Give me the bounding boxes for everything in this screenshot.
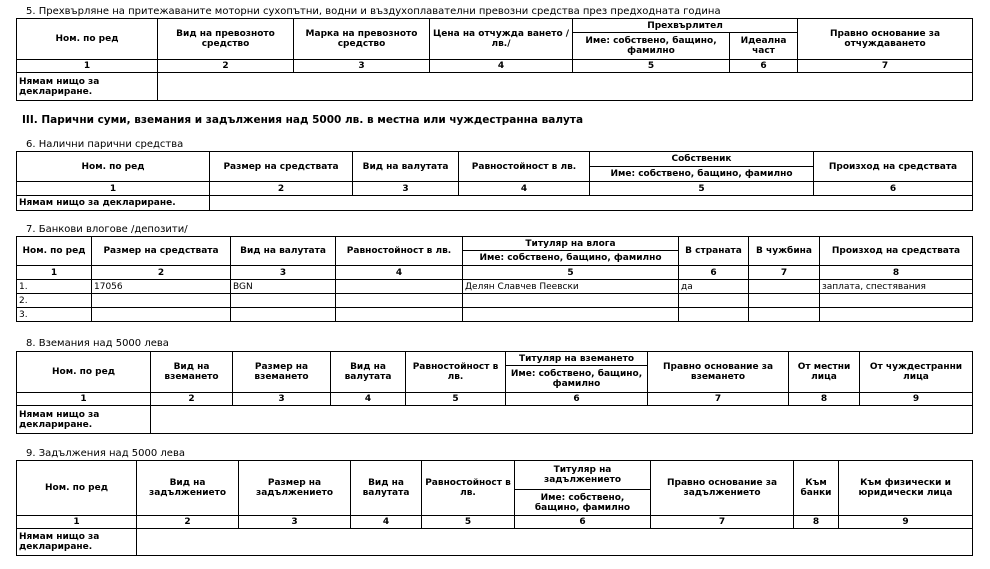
header-cell: Ном. по ред (17, 352, 151, 393)
header-cell: Размер на задължението (239, 461, 351, 516)
header-cell: Вид на валутата (353, 152, 459, 182)
column-number: 1 (17, 516, 137, 529)
section-6-heading: 6. Налични парични средства (26, 139, 184, 150)
header-cell: Име: собствено, бащино, фамилно (463, 251, 679, 266)
header-cell: Ном. по ред (17, 19, 158, 60)
column-number: 5 (590, 182, 814, 196)
column-number: 5 (422, 516, 515, 529)
column-number: 1 (17, 393, 151, 406)
header-cell: Вид на валутата (351, 461, 422, 516)
header-cell: Име: собствено, бащино, фамилно (573, 33, 730, 60)
column-number: 6 (730, 60, 798, 73)
domestic-cell (679, 294, 749, 308)
section-5-heading: 5. Прехвърляне на притежаваните моторни сухопътни, водни и въздухоплавателни превозни средства през предходната година (26, 6, 721, 17)
origin-cell (820, 308, 973, 322)
column-number: 3 (353, 182, 459, 196)
header-cell: Вид на вземането (151, 352, 233, 393)
column-number: 2 (92, 266, 231, 280)
section-7-heading: 7. Банкови влогове /депозити/ (26, 224, 188, 235)
column-number: 4 (351, 516, 422, 529)
column-number: 4 (331, 393, 406, 406)
column-number: 5 (406, 393, 506, 406)
header-cell: Правно основание за вземането (648, 352, 789, 393)
equivalent-cell (336, 294, 463, 308)
header-cell: В чужбина (749, 237, 820, 266)
domestic-cell (679, 308, 749, 322)
row-number: 2. (17, 294, 92, 308)
empty-cell (158, 73, 973, 101)
header-cell: Ном. по ред (17, 152, 210, 182)
column-number: 1 (17, 266, 92, 280)
header-cell: Правно основание за задължението (651, 461, 794, 516)
section-7-table (16, 236, 973, 322)
abroad-cell (749, 308, 820, 322)
no-data-cell: Нямам нищо за деклариране. (17, 73, 158, 101)
header-cell: Правно основание за отчуждаването (798, 19, 973, 60)
column-number: 3 (239, 516, 351, 529)
currency-cell (231, 294, 336, 308)
header-cell: Размер на вземането (233, 352, 331, 393)
section-3-title: III. Парични суми, вземания и задължения над 5000 лв. в местна или чуждестранна валута (22, 114, 584, 126)
header-cell: Идеална част (730, 33, 798, 60)
column-number: 7 (648, 393, 789, 406)
header-cell: Равностойност в лв. (459, 152, 590, 182)
row-number: 1. (17, 280, 92, 294)
column-number: 6 (506, 393, 648, 406)
header-cell: Вид на валутата (331, 352, 406, 393)
column-number: 2 (158, 60, 294, 73)
header-cell: Размер на средствата (210, 152, 353, 182)
empty-cell (151, 406, 973, 434)
no-data-cell: Нямам нищо за деклариране. (17, 529, 137, 556)
empty-cell (210, 196, 973, 211)
column-number: 9 (860, 393, 973, 406)
abroad-cell (749, 280, 820, 294)
holder-cell (463, 308, 679, 322)
header-cell: Равностойност в лв. (406, 352, 506, 393)
amount-cell (92, 308, 231, 322)
column-number: 8 (789, 393, 860, 406)
header-cell: Цена на отчужда ването /лв./ (430, 19, 573, 60)
section-6-table (16, 151, 973, 211)
no-data-cell: Нямам нищо за деклариране. (17, 406, 151, 434)
currency-cell (231, 308, 336, 322)
section-9-heading: 9. Задължения над 5000 лева (26, 448, 185, 459)
column-number: 6 (814, 182, 973, 196)
origin-cell: заплата, спестявания (820, 280, 973, 294)
empty-cell (137, 529, 973, 556)
header-cell: Размер на средствата (92, 237, 231, 266)
header-cell: Марка на превозното средство (294, 19, 430, 60)
column-number: 4 (430, 60, 573, 73)
header-cell: Собственик (590, 152, 814, 167)
column-number: 3 (233, 393, 331, 406)
column-number: 1 (17, 60, 158, 73)
column-number: 7 (651, 516, 794, 529)
column-number: 7 (798, 60, 973, 73)
column-number: 2 (137, 516, 239, 529)
column-number: 6 (679, 266, 749, 280)
header-cell: Име: собствено, бащино, фамилно (590, 167, 814, 182)
header-cell: Към банки (794, 461, 839, 516)
header-cell: Прехвърлител (573, 19, 798, 33)
header-cell: Титуляр на влога (463, 237, 679, 251)
table-row (17, 280, 973, 294)
amount-cell (92, 294, 231, 308)
column-number: 3 (231, 266, 336, 280)
header-cell: От чуждестранни лица (860, 352, 973, 393)
column-number: 5 (573, 60, 730, 73)
header-cell: Към физически и юридически лица (839, 461, 973, 516)
column-number: 2 (151, 393, 233, 406)
header-cell: От местни лица (789, 352, 860, 393)
header-cell: Вид на превозното средство (158, 19, 294, 60)
header-cell: Име: собствено, бащино, фамилно (506, 366, 648, 393)
row-number: 3. (17, 308, 92, 322)
column-number: 4 (336, 266, 463, 280)
equivalent-cell (336, 280, 463, 294)
equivalent-cell (336, 308, 463, 322)
column-number: 6 (515, 516, 651, 529)
header-cell: Вид на валутата (231, 237, 336, 266)
column-number: 8 (820, 266, 973, 280)
header-cell: Титуляр на задължението (515, 461, 651, 490)
column-number: 1 (17, 182, 210, 196)
holder-cell: Делян Славчев Пеевски (463, 280, 679, 294)
column-number: 2 (210, 182, 353, 196)
header-cell: Равностойност в лв. (336, 237, 463, 266)
header-cell: Произход на средствата (820, 237, 973, 266)
header-cell: Вид на задължението (137, 461, 239, 516)
domestic-cell: да (679, 280, 749, 294)
table-row (17, 294, 973, 308)
column-number: 5 (463, 266, 679, 280)
section-8-heading: 8. Вземания над 5000 лева (26, 338, 169, 349)
header-cell: Равностойност в лв. (422, 461, 515, 516)
header-cell: В страната (679, 237, 749, 266)
origin-cell (820, 294, 973, 308)
header-cell: Име: собствено, бащино, фамилно (515, 490, 651, 516)
column-number: 3 (294, 60, 430, 73)
column-number: 9 (839, 516, 973, 529)
header-cell: Ном. по ред (17, 237, 92, 266)
section-5-table (16, 18, 973, 101)
holder-cell (463, 294, 679, 308)
column-number: 8 (794, 516, 839, 529)
header-cell: Произход на средствата (814, 152, 973, 182)
column-number: 7 (749, 266, 820, 280)
abroad-cell (749, 294, 820, 308)
table-row (17, 308, 973, 322)
header-cell: Титуляр на вземането (506, 352, 648, 366)
section-9-table (16, 460, 973, 556)
no-data-cell: Нямам нищо за деклариране. (17, 196, 210, 211)
column-number: 4 (459, 182, 590, 196)
header-cell: Ном. по ред (17, 461, 137, 516)
currency-cell: BGN (231, 280, 336, 294)
section-8-table (16, 351, 973, 434)
amount-cell: 17056 (92, 280, 231, 294)
